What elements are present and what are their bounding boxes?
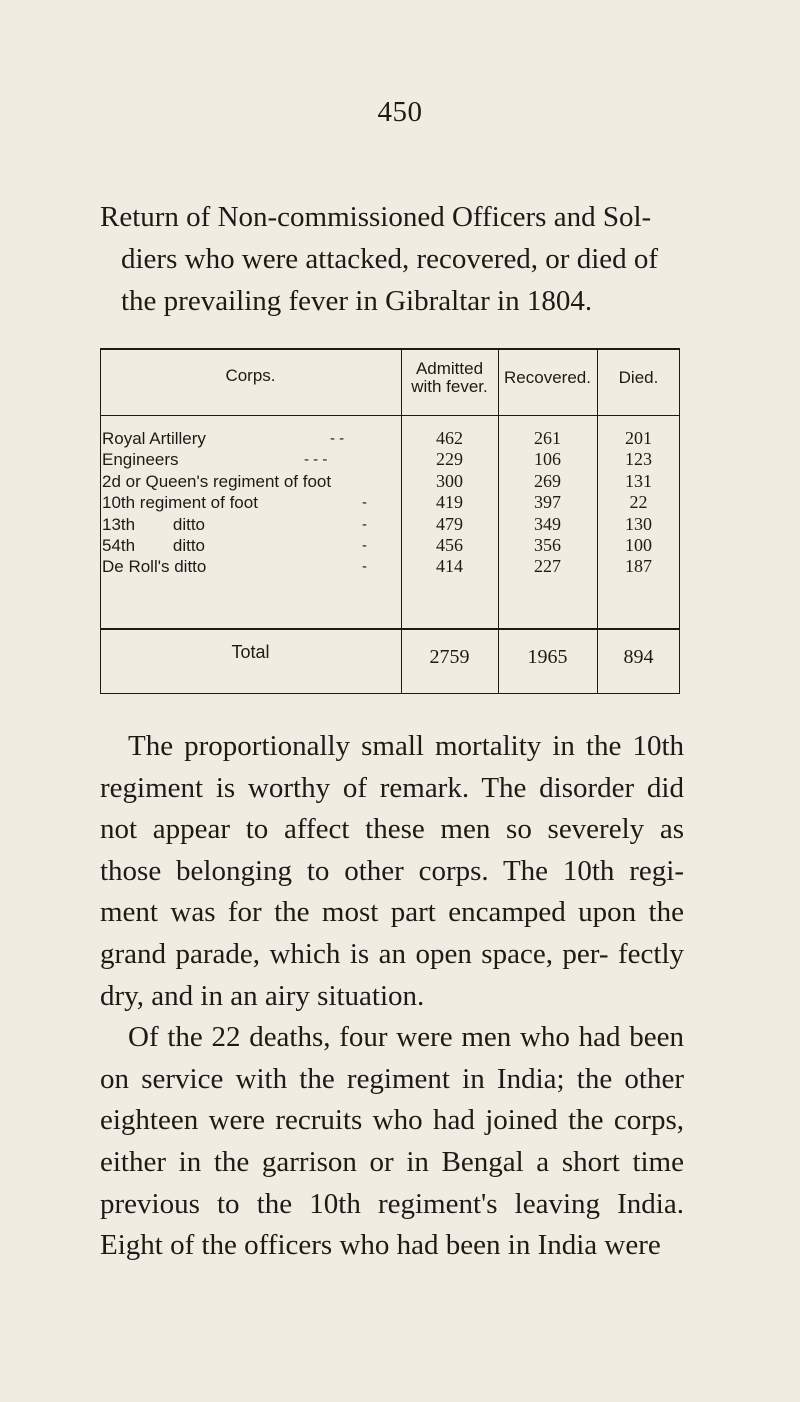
table-row	[100, 492, 680, 513]
cell-admitted: 419	[436, 492, 463, 513]
cell-corps: 2d or Queen's regiment of foot	[102, 471, 332, 491]
cell-dash: -	[362, 558, 367, 576]
cell-died: 187	[625, 556, 652, 577]
fever-return-table	[100, 348, 680, 694]
cell-admitted: 229	[436, 449, 463, 470]
table-row	[100, 514, 680, 535]
cell-dash: -	[362, 515, 367, 533]
total-row	[100, 630, 680, 693]
cell-recovered: 106	[534, 449, 561, 470]
table-row	[100, 449, 680, 470]
cell-dash: - - -	[304, 451, 328, 469]
header-admitted-line1: Admitted	[415, 358, 484, 378]
cell-died: 131	[625, 470, 652, 491]
header-admitted-line2: with fever.	[411, 376, 488, 396]
table-row	[100, 556, 680, 577]
cell-died: 22	[629, 492, 648, 513]
cell-died: 123	[625, 449, 652, 470]
body-text	[100, 726, 684, 1267]
total-admitted: 2759	[429, 646, 470, 668]
cell-corps: 54th ditto	[102, 535, 206, 555]
cell-dash: -	[362, 494, 367, 512]
cell-recovered: 349	[534, 513, 561, 534]
table-row	[100, 428, 680, 449]
total-label: Total	[231, 642, 270, 662]
cell-died: 130	[625, 513, 652, 534]
table-rule	[100, 693, 680, 694]
cell-corps: Royal Artillery	[102, 429, 206, 448]
cell-recovered: 356	[534, 534, 561, 555]
cell-corps: 10th regiment of foot	[102, 493, 258, 513]
cell-corps: Engineers	[102, 450, 179, 470]
header-died: Died.	[618, 367, 659, 387]
total-recovered: 1965	[527, 646, 568, 668]
cell-admitted: 456	[436, 534, 463, 555]
title-line-3: the prevailing fever in Gibraltar in 1804.	[121, 285, 593, 317]
title-line-1: Return of Non-commissioned Officers and Sol-	[100, 201, 652, 233]
page-number: 450	[377, 96, 423, 128]
header-recovered: Recovered.	[504, 367, 591, 387]
cell-corps: 13th ditto	[102, 514, 206, 534]
table-rule	[100, 415, 680, 416]
table-title	[100, 196, 720, 322]
cell-recovered: 227	[534, 556, 561, 577]
cell-admitted: 300	[436, 470, 463, 491]
header-corps: Corps.	[225, 365, 276, 385]
table-body	[100, 428, 680, 578]
cell-died: 100	[625, 534, 652, 555]
cell-dash: -	[362, 536, 367, 554]
cell-recovered: 261	[534, 428, 561, 448]
cell-admitted: 462	[436, 428, 463, 448]
cell-recovered: 269	[534, 470, 561, 491]
table-row	[100, 535, 680, 556]
cell-dash: - -	[330, 430, 345, 447]
paragraph-2: Of the 22 deaths, four were men who had been on service with the regiment in India; the other eighteen were recruits who had joined the corps, either in the garrison or in Bengal a short time previous to the 10th regiment's leaving India. Eight of the officers who had been in India were	[100, 1021, 684, 1262]
cell-admitted: 414	[436, 556, 463, 577]
header-admitted	[401, 348, 498, 415]
table-row	[100, 471, 680, 492]
cell-corps: De Roll's ditto	[102, 557, 207, 577]
total-died: 894	[623, 646, 654, 668]
cell-died: 201	[625, 428, 652, 448]
paragraph-1: The proportionally small mortality in the 10th regiment is worthy of remark. The disorder did not appear to affect these men so severely as those belonging to other corps. The 10th regi- ment was for the most part encamped upon the grand parade, which is an open space, per- fectly dry, and in an airy situation.	[100, 730, 684, 1012]
cell-admitted: 479	[436, 513, 463, 534]
cell-recovered: 397	[534, 492, 561, 513]
title-line-2: diers who were attacked, recovered, or died of	[121, 243, 659, 275]
